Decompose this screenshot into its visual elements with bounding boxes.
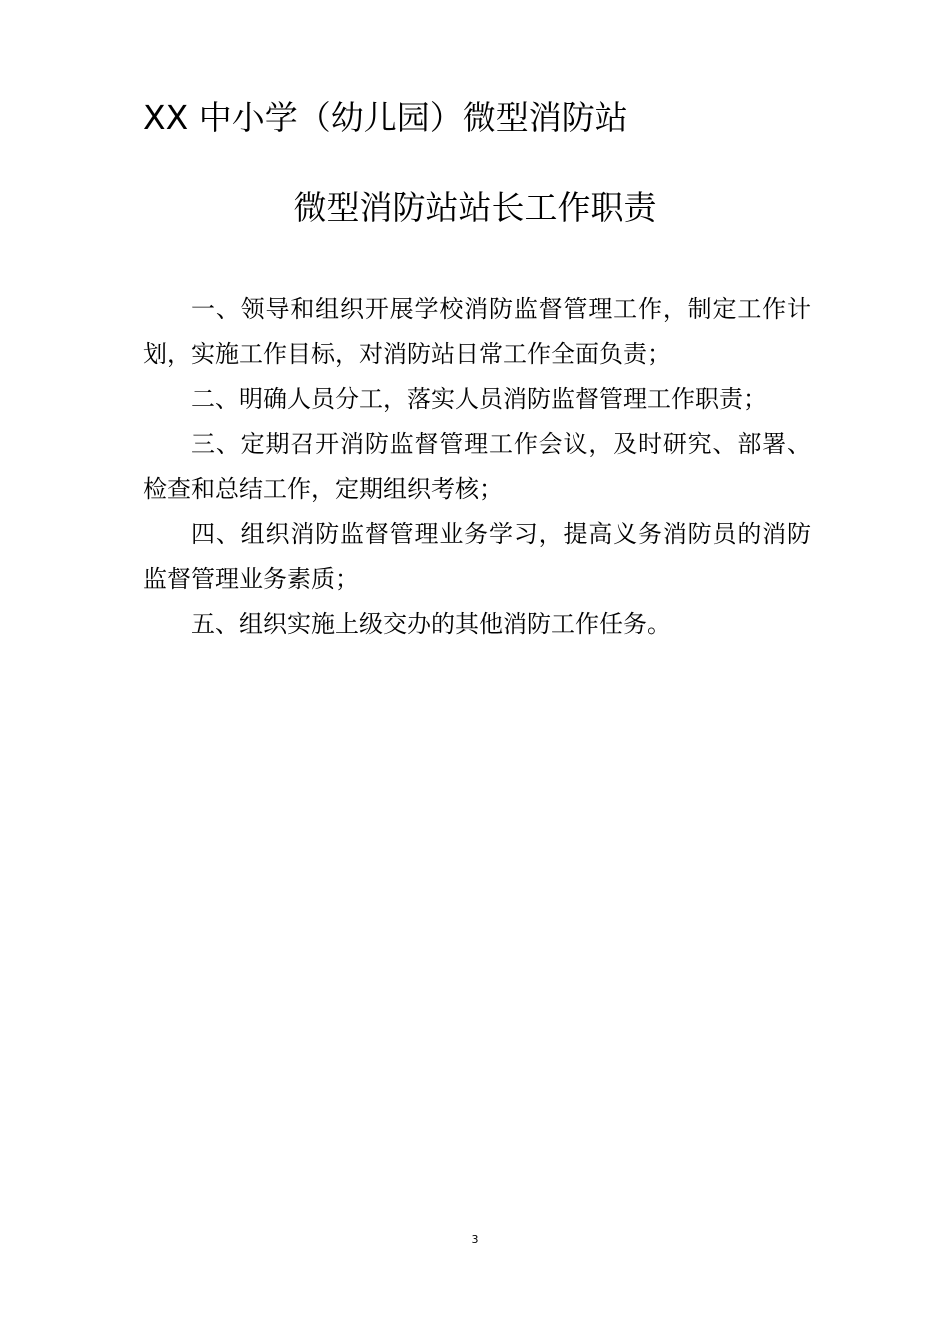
- duty-paragraph-4: 四、组织消防监督管理业务学习，提高义务消防员的消防监督管理业务素质；: [143, 520, 811, 593]
- duty-paragraph-3: 三、定期召开消防监督管理工作会议，及时研究、部署、检查和总结工作，定期组织考核；: [143, 430, 811, 503]
- organization-title: XX 中小学（幼儿园）微型消防站: [143, 98, 628, 137]
- page-number: 3: [471, 1233, 479, 1246]
- duty-paragraph-2: 二、明确人员分工，落实人员消防监督管理工作职责；: [191, 385, 767, 413]
- document-title: 微型消防站站长工作职责: [293, 188, 657, 227]
- duty-paragraph-5: 五、组织实施上级交办的其他消防工作任务。: [191, 610, 671, 638]
- duty-paragraph-1: 一、领导和组织开展学校消防监督管理工作，制定工作计划，实施工作目标，对消防站日常工作全面负责；: [143, 295, 811, 368]
- document-body: [143, 287, 811, 647]
